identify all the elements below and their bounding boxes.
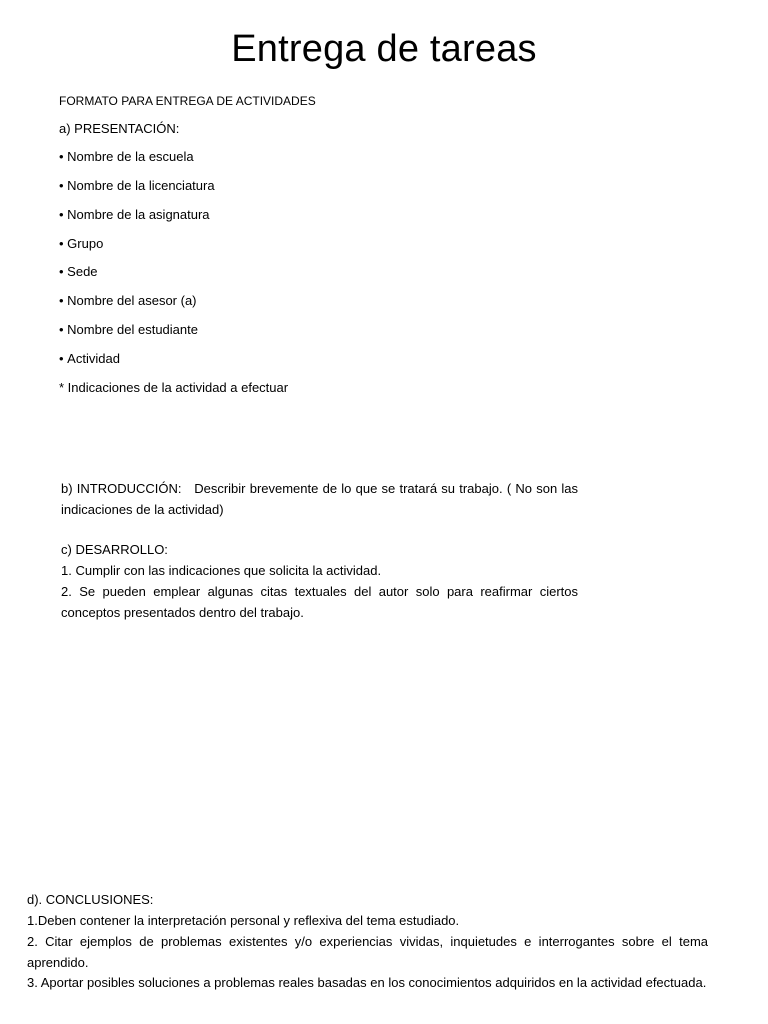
presentation-item-activity: • Actividad (59, 351, 120, 367)
conclusions-item-3: 3. Aportar posibles soluciones a problemas reales basadas en los conocimientos adquiridos en la actividad efectuada. (27, 975, 707, 990)
presentation-item-school: • Nombre de la escuela (59, 149, 194, 165)
introduction-heading: b) INTRODUCCIÓN: (61, 481, 182, 496)
introduction-paragraph (61, 478, 578, 520)
development-heading: c) DESARROLLO: (61, 542, 168, 557)
presentation-item-subject: • Nombre de la asignatura (59, 207, 210, 223)
presentation-heading: a) PRESENTACIÓN: (59, 121, 180, 136)
presentation-item-advisor: • Nombre del asesor (a) (59, 293, 197, 309)
development-item-1: 1. Cumplir con las indicaciones que solicita la actividad. (61, 563, 382, 578)
conclusions-item-1: 1.Deben contener la interpretación personal y reflexiva del tema estudiado. (27, 913, 460, 928)
presentation-item-group: • Grupo (59, 236, 103, 252)
conclusions-heading: d). CONCLUSIONES: (27, 892, 154, 907)
presentation-item-site: • Sede (59, 264, 98, 280)
presentation-item-degree: • Nombre de la licenciatura (59, 178, 215, 194)
introduction-text: Describir brevemente de lo que se tratará su trabajo. ( No son las indicaciones de la actividad) (61, 481, 579, 517)
presentation-item-student: • Nombre del estudiante (59, 322, 198, 338)
development-item-2: 2. Se pueden emplear algunas citas textuales del autor solo para reafirmar ciertos conceptos presentados dentro del trabajo. (61, 584, 578, 620)
presentation-note: * Indicaciones de la actividad a efectuar (59, 380, 289, 395)
conclusions-item-2: 2. Citar ejemplos de problemas existentes y/o experiencias vividas, inquietudes e interrogantes sobre el tema aprendido. (27, 934, 708, 970)
format-heading: FORMATO PARA ENTREGA DE ACTIVIDADES (59, 94, 316, 108)
page-title: Entrega de tareas (231, 28, 537, 70)
